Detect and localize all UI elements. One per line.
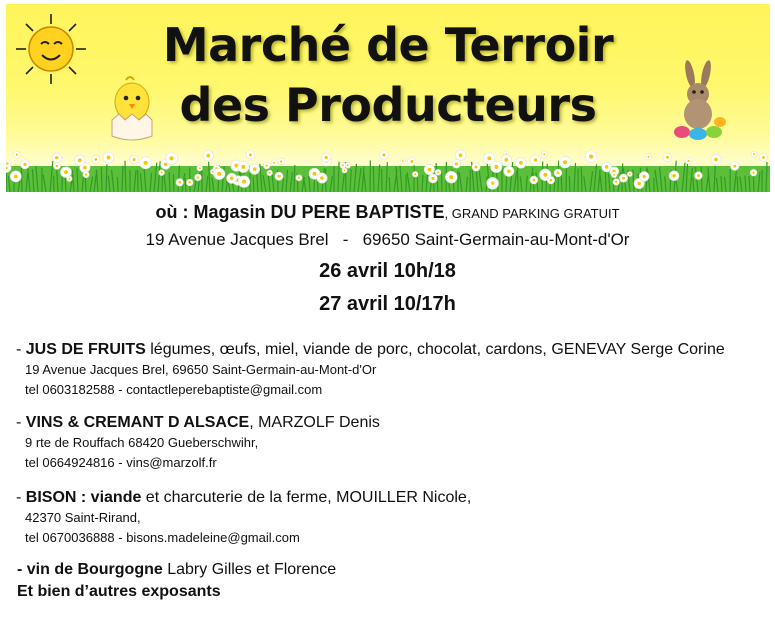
daisy-center (449, 175, 453, 179)
grass-blade (173, 174, 174, 192)
daisy-center (752, 171, 754, 173)
vendor-dash: - (16, 414, 26, 431)
vendor-description: et charcuterie de la ferme, MOUILLER Nicole, (141, 489, 472, 506)
daisy-center (273, 162, 275, 164)
daisy-center (613, 174, 615, 176)
daisy-center (550, 179, 553, 182)
vendor-contact: tel 0603182588 - contactleperebaptiste@gmail.com (25, 382, 323, 397)
daisy-center (170, 156, 174, 160)
extra-vendor (17, 561, 336, 579)
address-separator: - (342, 230, 349, 249)
daisy-center (382, 153, 385, 156)
daisy-center (78, 159, 82, 163)
daisy-center (697, 174, 700, 177)
vendor-description: , MARZOLF Denis (249, 414, 380, 431)
grass-blade (417, 177, 418, 192)
grass-blade (569, 176, 570, 192)
vendor-item (16, 339, 725, 400)
daisy-center (642, 175, 645, 178)
daisy-center (563, 160, 567, 164)
date-1: 26 avril 10h/18 (319, 260, 456, 282)
vendor-dash: - (16, 489, 26, 506)
daisy-center (94, 158, 97, 161)
daisy-center (437, 171, 439, 173)
daisy-center (241, 165, 245, 169)
daisy-center (325, 156, 328, 159)
daisy-center (253, 167, 257, 171)
daisy-center (212, 171, 214, 173)
vendor-contact: tel 0664924816 - vins@marzolf.fr (25, 455, 217, 470)
daisy-center (217, 172, 221, 176)
grass-blade (753, 176, 754, 192)
daisy-center (143, 161, 147, 165)
daisy-center (199, 167, 201, 169)
daisy-center (410, 160, 413, 163)
daisy-center (64, 170, 68, 174)
daisy-center (68, 178, 70, 180)
vendor-address: 19 Avenue Jacques Brel, 69650 Saint-Germain-au-Mont-d'Or (25, 362, 377, 377)
daisy-center (534, 158, 538, 162)
grass-blade (185, 178, 186, 192)
daisy-center (543, 153, 545, 155)
daisy-center (637, 182, 641, 186)
daisy-center (23, 163, 26, 166)
daisy-center (629, 173, 631, 175)
grass-blade (101, 167, 102, 192)
vendor-description: légumes, œufs, miel, viande de porc, chocolat, cardons, GENEVAY Serge Corine (145, 341, 725, 358)
grass-blade (294, 165, 295, 192)
grass-blade (506, 174, 507, 192)
vendor-product: VINS & CREMANT D ALSACE (25, 414, 250, 431)
vendor-item (16, 487, 471, 548)
daisy-center (85, 174, 87, 176)
easter-bunny-icon (668, 60, 732, 144)
extra-vendor-product: - vin de Bourgogne (17, 561, 163, 578)
daisy-center (16, 154, 18, 156)
closing-line: Et bien d’autres exposants (17, 583, 221, 600)
daisy-center (14, 174, 18, 178)
grass-blade (389, 177, 390, 192)
daisy-center (622, 177, 625, 180)
daisy-center (543, 173, 547, 177)
location-line (0, 202, 775, 223)
daisy-center (507, 169, 511, 173)
daisy-center (6, 162, 9, 165)
daisy-center (56, 165, 58, 167)
daisy-center (455, 162, 458, 165)
title-line-1: Marché de Terroir (162, 18, 614, 72)
daisy-center (249, 153, 252, 156)
daisy-center (615, 181, 617, 183)
daisy-center (672, 174, 675, 177)
vendor-product: BISON : viande (25, 489, 142, 506)
address-line (0, 230, 775, 250)
daisy-center (762, 156, 765, 159)
street: 19 Avenue Jacques Brel (145, 230, 329, 249)
daisy-center (491, 181, 494, 184)
parking-info: , GRAND PARKING GRATUIT (444, 206, 620, 221)
daisy-center (504, 158, 508, 162)
grass-blade (517, 164, 518, 192)
daisy-center (280, 160, 282, 162)
grass-blade (117, 177, 118, 192)
daisy-center (428, 168, 432, 172)
daisy-center (242, 180, 246, 184)
daisy-center (605, 165, 608, 168)
grass-blade (581, 167, 582, 192)
daisy-center (55, 156, 58, 159)
daisy-center (487, 156, 491, 160)
daisy-center (83, 166, 87, 170)
city: 69650 Saint-Germain-au-Mont-d'Or (362, 230, 630, 249)
daisy-center (666, 156, 669, 159)
daisy-center (519, 161, 523, 165)
daisy-center (714, 158, 718, 162)
daisy-center (589, 154, 593, 158)
grass-blade (701, 167, 702, 192)
title-line-2: des Producteurs (179, 78, 597, 132)
daisy-center (459, 153, 463, 157)
daisy-center (206, 154, 210, 158)
daisy-center (189, 181, 191, 183)
extra-vendor-name: Labry Gilles et Florence (162, 561, 337, 578)
daisy-center (313, 172, 317, 176)
daisy-center (107, 156, 111, 160)
daisy-center (265, 164, 267, 166)
daisy-center (178, 181, 181, 184)
daisy-center (347, 164, 349, 166)
daisy-center (557, 172, 560, 175)
daisy-center (402, 160, 404, 162)
grass-blade (21, 167, 22, 192)
store-name: Magasin DU PERE BAPTISTE (193, 202, 445, 222)
daisy-center (475, 166, 478, 169)
daisy-center (133, 158, 136, 161)
grass-blade (169, 172, 170, 192)
vendor-dash: - (16, 341, 26, 358)
location-prefix: où : (155, 202, 189, 222)
date-2: 27 avril 10/17h (319, 293, 456, 315)
daisy-center (733, 165, 736, 168)
daisy-meadow (6, 146, 770, 192)
daisy-center (298, 177, 300, 179)
grass-blade (314, 177, 315, 192)
daisy-center (342, 164, 344, 166)
daisy-center (320, 176, 324, 180)
vendor-address: 42370 Saint-Rirand, (25, 510, 141, 525)
vendor-product: JUS DE FRUITS (25, 341, 146, 358)
daisy-center (532, 179, 535, 182)
daisy-center (278, 175, 281, 178)
daisy-center (164, 163, 167, 166)
daisy-center (230, 177, 234, 181)
daisy-center (197, 176, 199, 178)
daisy-center (688, 160, 690, 162)
daisy-center (344, 170, 346, 172)
daisy-center (647, 156, 649, 158)
vendor-address: 9 rte de Rouffach 68420 Gueberschwihr, (25, 435, 259, 450)
grass-blade (373, 166, 374, 192)
daisy-center (269, 172, 271, 174)
daisy-center (753, 153, 755, 155)
vendor-contact: tel 0670036888 - bisons.madeleine@gmail.com (25, 530, 300, 545)
daisy-center (161, 172, 163, 174)
daisy-center (414, 173, 416, 175)
daisy-center (494, 165, 498, 169)
vendor-item (16, 412, 380, 473)
banner (6, 4, 770, 192)
daisy-center (431, 177, 434, 180)
